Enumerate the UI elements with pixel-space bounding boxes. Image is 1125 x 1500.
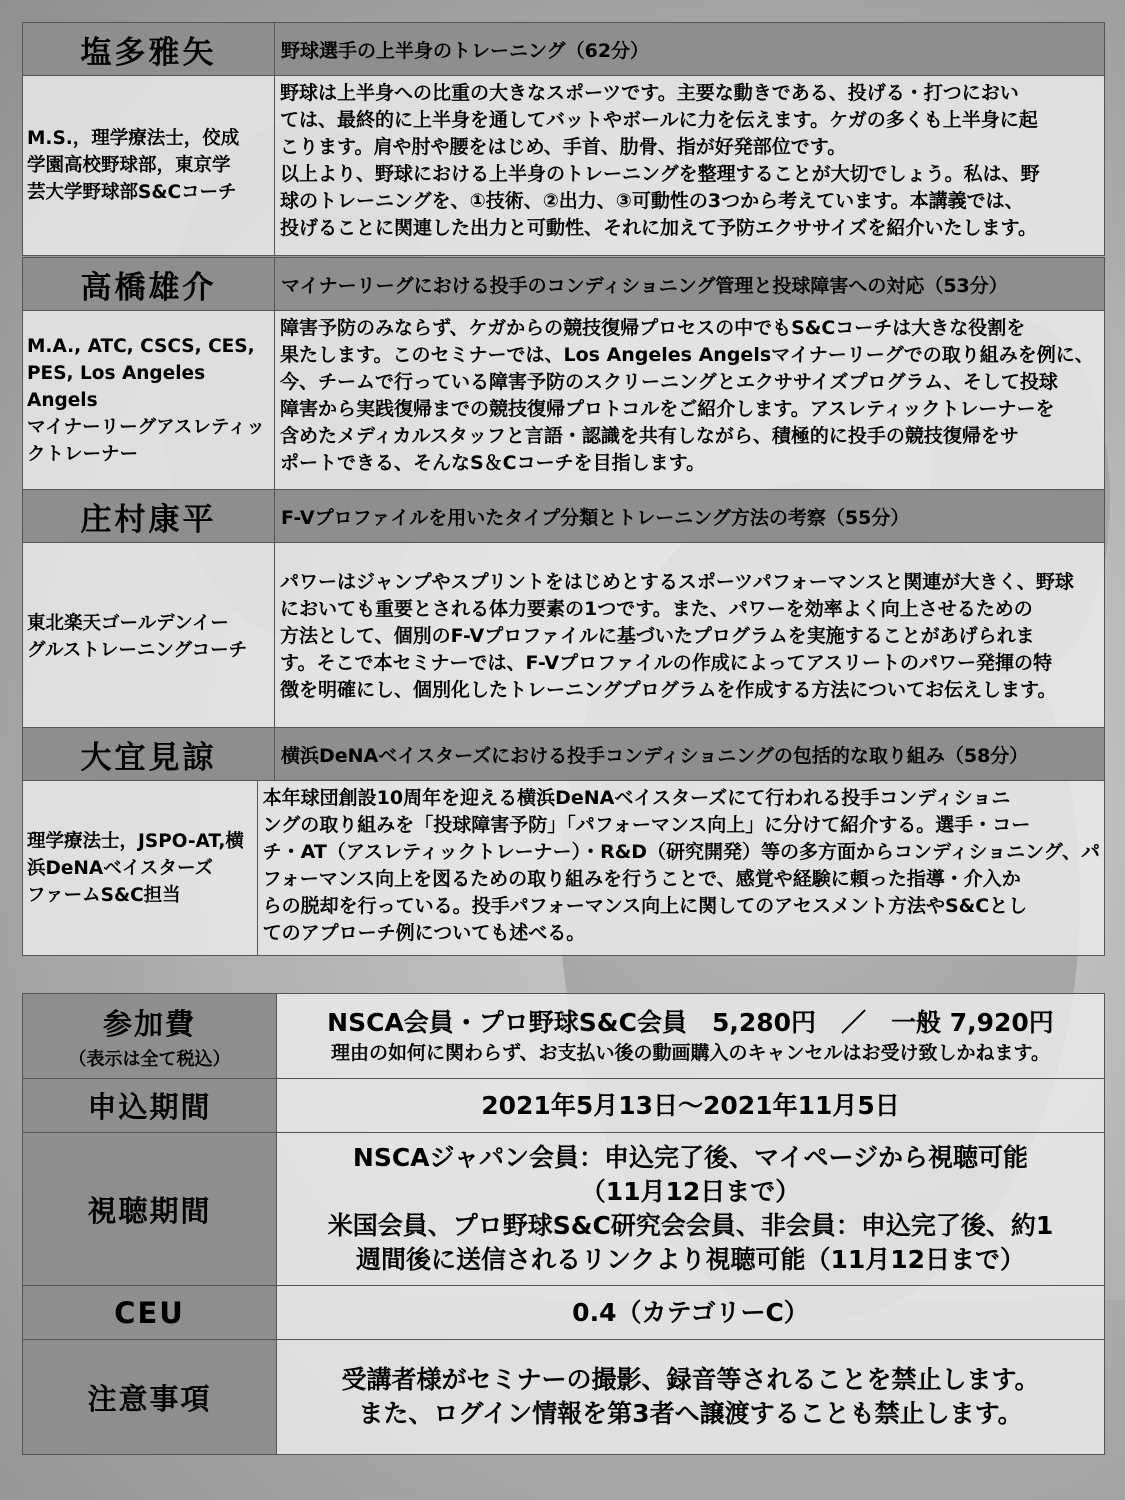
- speaker-name: 庄村康平: [23, 490, 275, 542]
- description-line: 投げることに関連した出力と可動性、それに加えて予防エクササイズを紹介いたします。: [280, 217, 1037, 239]
- notes-label: 注意事項: [23, 1340, 277, 1454]
- description-line: 含めたメディカルスタッフと言語・認識を共有しながら、積極的に投手の競技復帰をサ: [280, 425, 1019, 447]
- ceu-row: [23, 1286, 1104, 1340]
- description-line: 野球は上半身への比重の大きなスポーツです。主要な動きである、投げる・打つにおい: [280, 82, 1019, 104]
- speaker-header: [23, 490, 1104, 543]
- credential-line: M.A., ATC, CSCS, CES,: [27, 336, 255, 357]
- ceu-label: CEU: [23, 1286, 277, 1339]
- credential-line: M.S.，理学療法士，佼成: [27, 128, 240, 149]
- description-line: 徴を明確にし、個別化したトレーニングプログラムを作成する方法についてお伝えします。: [280, 679, 1057, 701]
- speaker-credentials: [23, 76, 275, 255]
- fee-row: [23, 994, 1104, 1079]
- speaker-body: [23, 311, 1104, 490]
- speaker-body: [23, 76, 1104, 255]
- description-line: 方法として、個別のF-Vプロファイルに基づいたプログラムを実施することがあげられま: [280, 625, 1035, 647]
- viewing-line: 米国会員、プロ野球S&C研究会会員、非会員：申込完了後、約1: [327, 1211, 1054, 1240]
- description-line: ポートできる、そんなS＆Cコーチを目指します。: [280, 452, 706, 474]
- fee-cancel-note: 理由の如何に関わらず、お支払い後の動画購入のキャンセルはお受け致しかねます。: [331, 1042, 1050, 1064]
- description-line: てのアプローチ例についても述べる。: [262, 922, 586, 944]
- period-dates: 2021年5月13日～2021年11月5日: [481, 1090, 900, 1120]
- fee-label-text: 参加費: [102, 1006, 196, 1041]
- speaker-credentials: [23, 781, 258, 955]
- speaker-name: 高橋雄介: [23, 258, 275, 310]
- description-line: 以上より、野球における上半身のトレーニングを整理することが大切でしょう。私は、野: [280, 163, 1040, 185]
- credential-line: 理学療法士，JSPO-AT,横: [27, 830, 244, 852]
- fee-sublabel: （表示は全て税込）: [68, 1048, 231, 1070]
- viewing-row: [23, 1133, 1104, 1286]
- speaker-name: 塩多雅矢: [23, 23, 275, 75]
- description-line: ては、最終的に上半身を通してバットやボールに力を伝えます。ケガの多くも上半身に起: [280, 109, 1038, 131]
- speaker-header: [23, 728, 1104, 781]
- description-line: パワーはジャンプやスプリントをはじめとするスポーツパフォーマンスと関連が大きく、野球: [280, 571, 1074, 593]
- speaker-block: [22, 22, 1105, 256]
- description-line: チ・AT（アスレティックトレーナー）・R&D（研究開発）等の多方面からコンディショニング、パ: [262, 841, 1100, 863]
- credential-line: 浜DeNAベイスターズ: [27, 857, 214, 879]
- lecture-topic: F-Vプロファイルを用いたタイプ分類とトレーニング方法の考察（55分）: [281, 506, 910, 529]
- speaker-name: 大宜見諒: [23, 728, 275, 780]
- description-line: フォーマンス向上を図るための取り組みを行うことで、感覚や経験に頼った指導・介入か: [262, 868, 1021, 890]
- credential-line: 東北楽天ゴールデンイー: [27, 613, 229, 634]
- description-line: す。そこで本セミナーでは、F-Vプロファイルの作成によってアスリートのパワー発揮の特: [280, 652, 1052, 674]
- notes-value: [277, 1340, 1104, 1454]
- credential-line: 芸大学野球部S&Cコーチ: [27, 182, 237, 203]
- period-value: [277, 1079, 1104, 1132]
- speaker-credentials: [23, 543, 275, 731]
- lecture-topic: 野球選手の上半身のトレーニング（62分）: [281, 39, 650, 62]
- description-line: ングの取り組みを「投球障害予防」「パフォーマンス向上」に分けて紹介する。選手・コー: [262, 814, 1031, 836]
- fee-value: [277, 994, 1104, 1078]
- fee-prices: NSCA会員・プロ野球S&C会員 5,280円 ／ 一般 7,920円: [327, 1008, 1054, 1037]
- description-line: こります。肩や肘や腰をはじめ、手首、肋骨、指が好発部位です。: [280, 136, 847, 158]
- speaker-body: [23, 543, 1104, 731]
- description-line: 本年球団創設10周年を迎える横浜DeNAベイスターズにて行われる投手コンディショニ: [262, 787, 1011, 809]
- lecture-description: [258, 781, 1104, 955]
- description-line: 果たします。このセミナーでは、Los Angeles Angelsマイナーリーグでの取り組みを例に、: [280, 344, 1094, 366]
- viewing-value: [277, 1133, 1104, 1285]
- lecture-description: [275, 76, 1104, 255]
- credential-line: PES, Los Angeles Angels: [27, 363, 206, 411]
- speaker-block: [22, 727, 1105, 956]
- description-line: においても重要とされる体力要素の1つです。また、パワーを効率よく向上させるための: [280, 598, 1033, 620]
- speaker-body: [23, 781, 1104, 955]
- description-line: 今、チームで行っている障害予防のスクリーニングとエクササイズプログラム、そして投球: [280, 371, 1058, 393]
- speaker-credentials: [23, 311, 275, 490]
- description-line: らの脱却を行っている。投手パフォーマンス向上に関してのアセスメント方法やS&Cとし: [262, 895, 1028, 917]
- notes-row: [23, 1340, 1104, 1454]
- credential-line: ファームS&C担当: [27, 884, 181, 906]
- credential-line: グルストレーニングコーチ: [27, 640, 248, 661]
- credential-line: クトレーナー: [27, 444, 139, 465]
- speaker-header: [23, 23, 1104, 76]
- viewing-line: （11月12日まで）: [580, 1177, 801, 1206]
- period-row: [23, 1079, 1104, 1133]
- fee-label: [23, 994, 277, 1078]
- credential-line: 学園高校野球部，東京学: [27, 155, 231, 176]
- period-label: 申込期間: [23, 1079, 277, 1132]
- description-line: 障害から実践復帰までの競技復帰プロトコルをご紹介します。アスレティックトレーナーを: [280, 398, 1055, 420]
- description-line: 球のトレーニングを、①技術、②出力、③可動性の3つから考えています。本講義では、: [280, 190, 1024, 212]
- credential-line: マイナーリーグアスレティッ: [27, 417, 265, 438]
- description-line: 障害予防のみならず、ケガからの競技復帰プロセスの中でもS&Cコーチは大きな役割を: [280, 317, 1026, 339]
- speaker-header: [23, 258, 1104, 311]
- notes-line: また、ログイン情報を第3者へ譲渡することも禁止します。: [358, 1399, 1023, 1428]
- viewing-line: 週間後に送信されるリンクより視聴可能（11月12日まで）: [355, 1245, 1026, 1274]
- lecture-topic: 横浜DeNAベイスターズにおける投手コンディショニングの包括的な取り組み（58分）: [281, 744, 1029, 767]
- speaker-block: [22, 257, 1105, 491]
- lecture-description: [275, 311, 1104, 490]
- speaker-block: [22, 489, 1105, 732]
- viewing-label: 視聴期間: [23, 1133, 277, 1285]
- notes-line: 受講者様がセミナーの撮影、録音等されることを禁止します。: [341, 1365, 1040, 1394]
- ceu-text: 0.4（カテゴリーC）: [572, 1297, 809, 1327]
- ceu-value: [277, 1286, 1104, 1339]
- info-table: [22, 993, 1105, 1455]
- lecture-topic: マイナーリーグにおける投手のコンディショニング管理と投球障害への対応（53分）: [281, 274, 1008, 297]
- viewing-line: NSCAジャパン会員：申込完了後、マイページから視聴可能: [352, 1143, 1029, 1172]
- lecture-description: [275, 543, 1104, 731]
